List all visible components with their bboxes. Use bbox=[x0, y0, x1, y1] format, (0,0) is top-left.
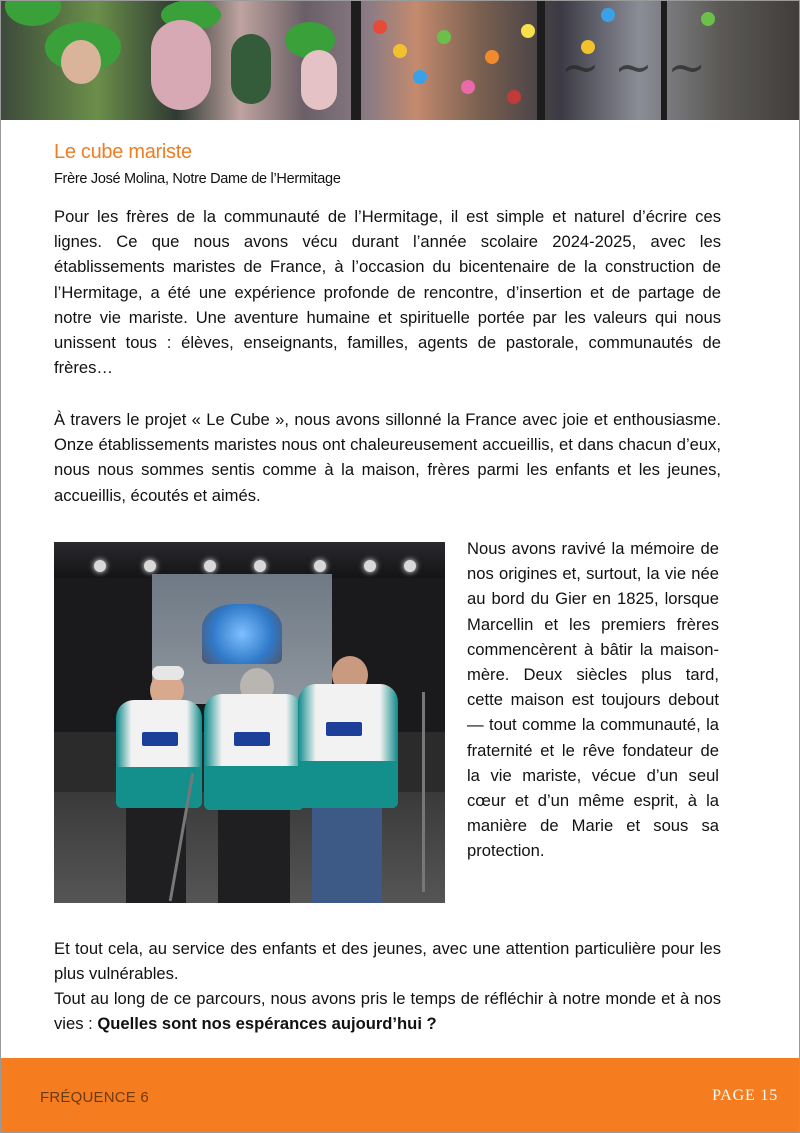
paragraph-service: Et tout cela, au service des enfants et des jeunes, avec une attention particulière pour les plus vulnérables. bbox=[54, 939, 721, 984]
paragraph-reflection bbox=[54, 986, 721, 1036]
page-number: PAGE 15 bbox=[712, 1087, 778, 1104]
article-title: Le cube mariste bbox=[54, 141, 192, 163]
hope-question: Quelles sont nos espérances aujourd’hui ? bbox=[97, 1014, 437, 1034]
paragraph-reflection-text: Tout au long de ce parcours, nous avons pris le temps de réfléchir à notre monde et à nos vies : bbox=[54, 989, 721, 1034]
brothers-photo bbox=[54, 542, 445, 903]
article-author: Frère José Molina, Notre Dame de l’Hermitage bbox=[54, 171, 341, 187]
header-photo bbox=[1, 0, 799, 120]
paragraph-intro: Pour les frères de la communauté de l’Hermitage, il est simple et naturel d’écrire ces lignes. Ce que nous avons vécu durant l’année scolaire 2024-2025, avec les établissements maristes de France, à l’occasion du bicentenaire de la construction de l’Hermitage, a été une expérience profonde de rencontre, d’insertion et de partage de notre vie mariste. Une aventure humaine et spirituelle portée par les valeurs qui nous unissent tous : élèves, enseignants, familles, agents de pastorale, communautés de frères… bbox=[54, 207, 721, 378]
publication-name: FRÉQUENCE 6 bbox=[40, 1089, 149, 1106]
paragraph-cube-project: À travers le projet « Le Cube », nous avons sillonné la France avec joie et enthousiasme. Onze établissements maristes nous ont chaleureusement accueillis, et dans chacun d’eux, nous nous sommes sentis comme à la maison, frères parmi les enfants et les jeunes, accueillis, écoutés et aimés. bbox=[54, 410, 721, 505]
decorative-window-script: ~ ~ ~ bbox=[561, 40, 706, 94]
paragraph-origins: Nous avons ravivé la mémoire de nos origines et, surtout, la vie née au bord du Gier en 1825, lorsque Marcellin et les premiers frères commencèrent à bâtir la maison-mère. Deux siècles plus tard, cette maison est toujours debout — tout comme la communauté, la fraternité et le rêve fondateur de la vie mariste, vécue d’un seul cœur et d’un même esprit, à la manière de Marie et sous sa protection. bbox=[467, 539, 719, 861]
